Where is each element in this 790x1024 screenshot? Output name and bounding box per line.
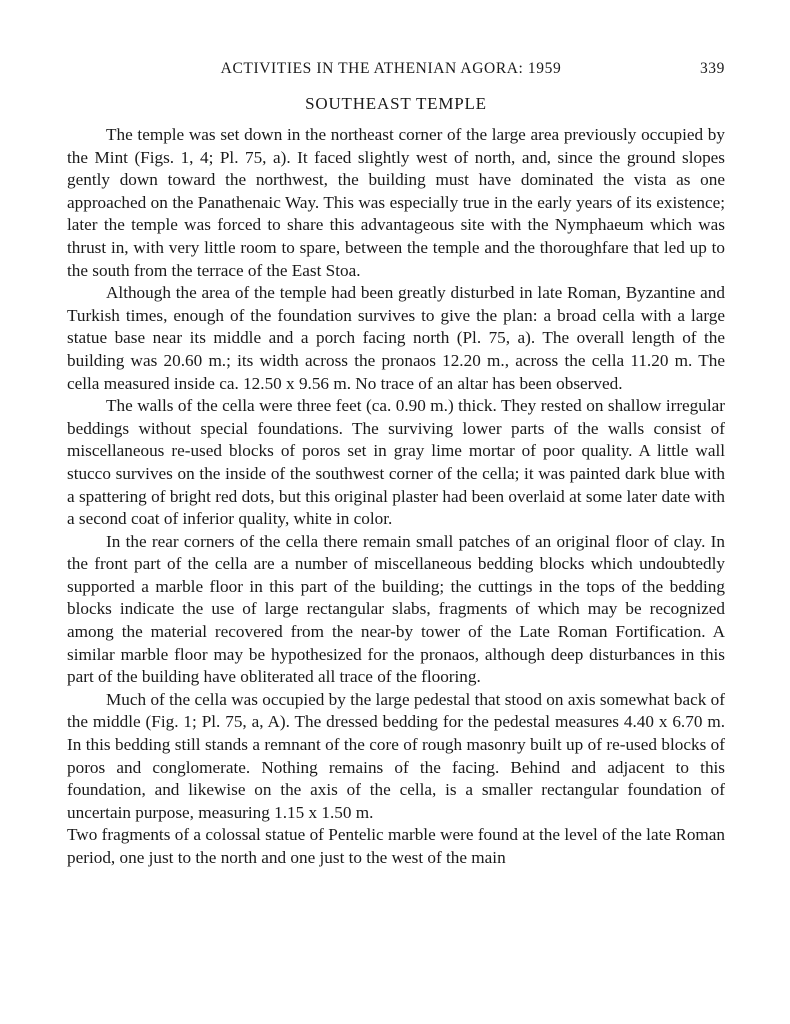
paragraph-5: Much of the cella was occupied by the large pedestal that stood on axis somewhat back of the middle (Fig. 1; Pl. 75, a, A). The dressed bedding for the pedestal measures 4.40 x 6.70 m. In this bedding still stands a remnant of the core of rough masonry built up of re-used blocks of poros and conglomerate. Nothing remains of the facing. Behind and adjacent to this foundation, and likewise on the axis of the cella, is a smaller rectangular foundation of uncertain purpose, measuring 1.15 x 1.50 m. [67, 689, 725, 822]
paragraph-4: In the rear corners of the cella there remain small patches of an original floor of clay. In the front part of the cella are a number of miscellaneous bedding blocks which undoubtedly supported a marble floor in this part of the building; the cuttings in the tops of the bedding blocks indicate the use of large rectangular slabs, fragments of which may be recognized among the material recovered from the near-by tower of the Late Roman Fortification. A similar marble floor may be hypothesized for the pronaos, although deep disturbances in this part of the building have obliterated all trace of the flooring. [67, 531, 725, 687]
section-heading: SOUTHEAST TEMPLE [305, 94, 487, 113]
running-head [67, 50, 725, 84]
paragraph-2: Although the area of the temple had been greatly disturbed in late Roman, Byzantine and Turkish times, enough of the foundation survives to give the plan: a broad cella with a large statue base near its middle and a porch facing north (Pl. 75, a). The overall length of the building was 20.60 m.; its width across the pronaos 12.20 m., across the cella 11.20 m. The cella measured inside ca. 12.50 x 9.56 m. No trace of an altar has been observed. [67, 283, 725, 393]
page-number: 339 [699, 60, 725, 77]
paragraph-3: The walls of the cella were three feet (ca. 0.90 m.) thick. They rested on shallow irregular beddings without special foundations. The surviving lower parts of the walls consist of miscellaneous re-used blocks of poros set in gray lime mortar of poor quality. A little wall stucco survives on the inside of the southwest corner of the cella; it was painted dark blue with a spattering of bright red dots, but this original plaster had been overlaid at some later date with a second coat of inferior quality, white in color. [67, 396, 725, 529]
body-text [67, 124, 725, 870]
running-title: ACTIVITIES IN THE ATHENIAN AGORA: 1959 [220, 60, 562, 77]
page [67, 50, 725, 870]
paragraph-6: Two fragments of a colossal statue of Pentelic marble were found at the level of the late Roman period, one just to the north and one just to the west of the main [67, 825, 725, 867]
paragraph-1: The temple was set down in the northeast corner of the large area previously occupied by the Mint (Figs. 1, 4; Pl. 75, a). It faced slightly west of north, and, since the ground slopes gently down toward the northwest, the building must have dominated the vista as one approached on the Panathenaic Way. This was especially true in the early years of its existence; later the temple was forced to share this advantageous site with the Nymphaeum which was thrust in, with very little room to spare, between the temple and the thoroughfare that led up to the south from the terrace of the East Stoa. [67, 125, 725, 280]
